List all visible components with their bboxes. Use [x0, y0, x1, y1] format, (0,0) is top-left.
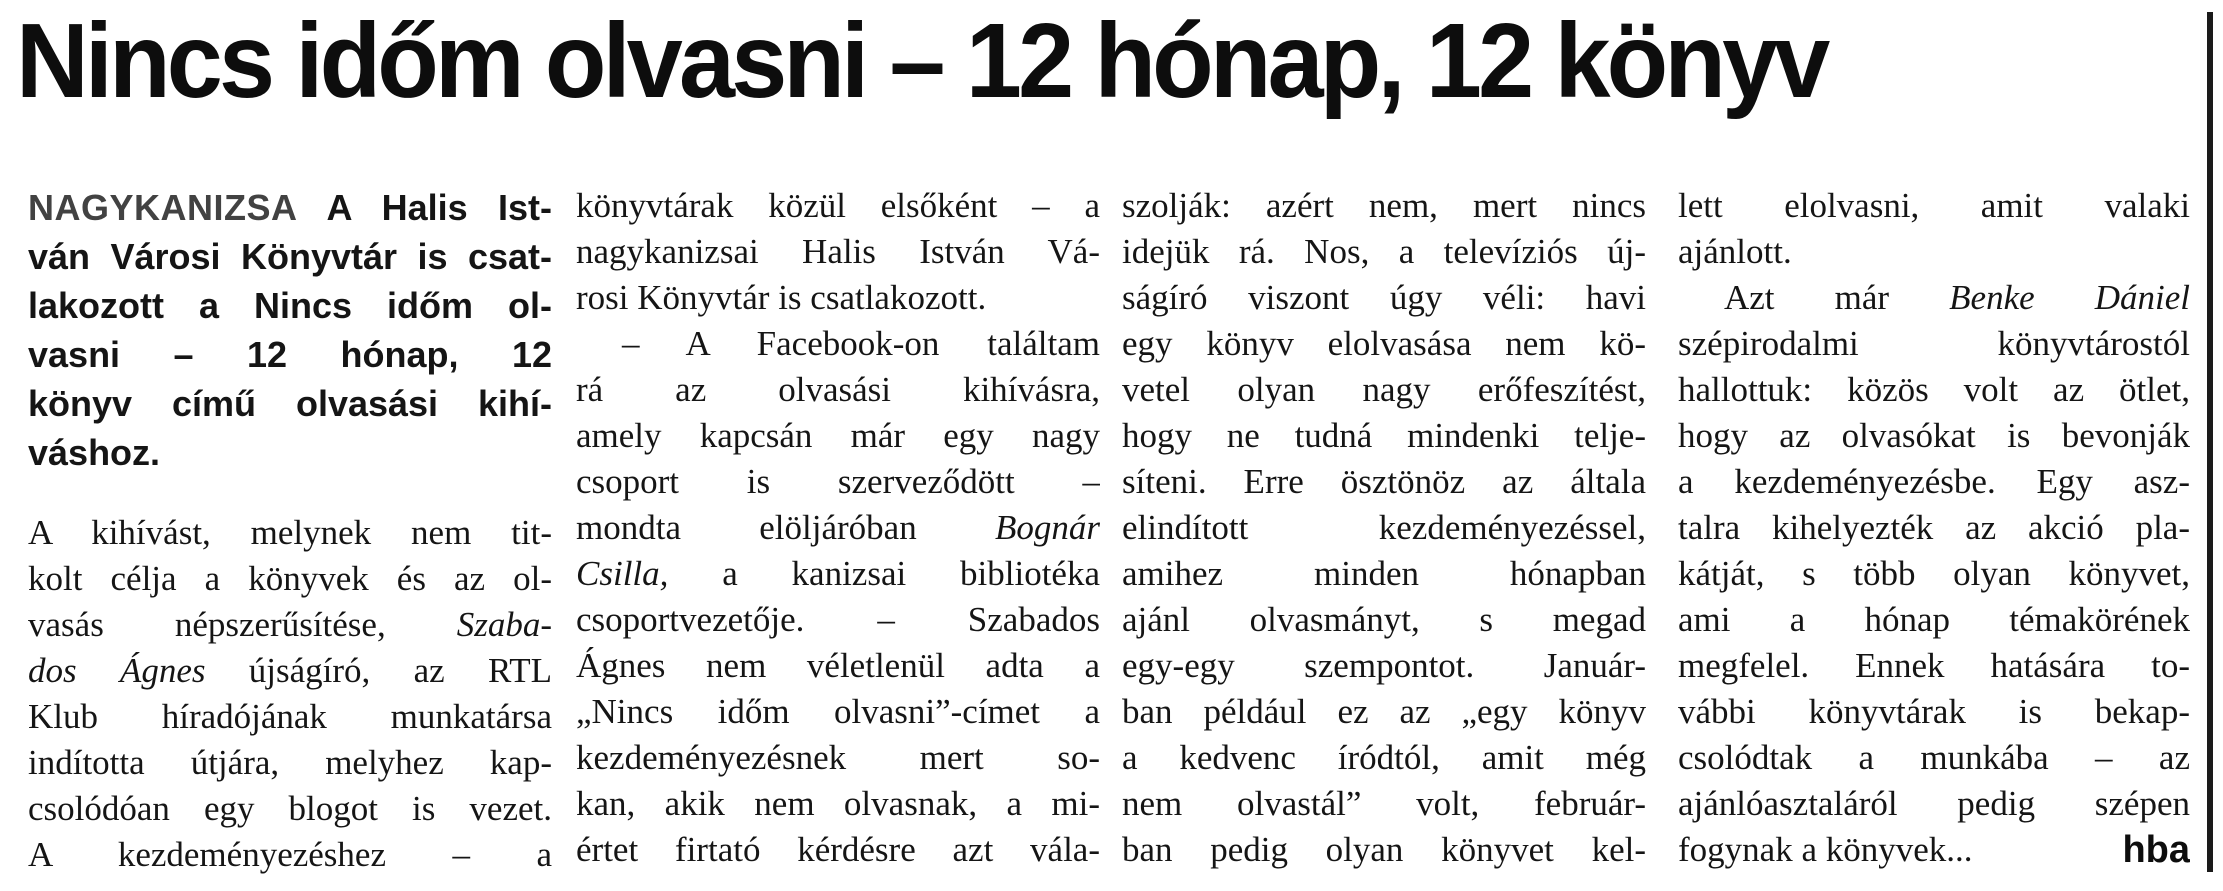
- text-run: A kezdeményezéshez – a: [28, 835, 552, 874]
- text-line: [1122, 183, 1646, 229]
- text-run: lakozott a Nincs időm ol-: [28, 285, 552, 326]
- article-column-3: [1122, 183, 1646, 873]
- text-line: [28, 183, 552, 232]
- text-run: kezdeményezésnek mert so-: [576, 738, 1100, 777]
- text-line: [1122, 781, 1646, 827]
- text-line: [576, 321, 1100, 367]
- text-line: [1678, 275, 2190, 321]
- body-paragraph: [1122, 183, 1646, 873]
- text-run: fogynak a könyvek...: [1678, 830, 1973, 869]
- text-line: [28, 379, 552, 428]
- text-run: „Nincs időm olvasni”-címet a: [576, 692, 1100, 731]
- text-run: rosi Könyvtár is csatlakozott.: [576, 278, 987, 317]
- article-column-4: [1678, 183, 2190, 873]
- text-line: [576, 413, 1100, 459]
- text-line: [28, 786, 552, 832]
- text-line: [1122, 827, 1646, 873]
- text-run: megfelel. Ennek hatására to-: [1678, 646, 2190, 685]
- text-line: [1678, 459, 2190, 505]
- text-line: [28, 281, 552, 330]
- text-run: elindított kezdeményezéssel,: [1122, 508, 1646, 547]
- text-run: csolódóan egy blogot is vezet.: [28, 789, 552, 828]
- text-run: kátját, s több olyan könyvet,: [1678, 554, 2190, 593]
- author-signature: hba: [2122, 829, 2190, 871]
- text-run: ban például ez az „egy könyv: [1122, 692, 1646, 731]
- text-line: [576, 781, 1100, 827]
- text-run: A Halis Ist-: [297, 187, 552, 228]
- text-line: [28, 428, 552, 477]
- text-line: [1678, 551, 2190, 597]
- text-line: [1122, 551, 1646, 597]
- text-run: talra kihelyezték az akció pla-: [1678, 508, 2190, 547]
- text-line: [1678, 229, 2190, 275]
- text-run: értet firtató kérdésre azt vála-: [576, 830, 1100, 869]
- text-line: [1122, 643, 1646, 689]
- text-run: nem olvastál” volt, február-: [1122, 784, 1646, 823]
- text-line: [1122, 275, 1646, 321]
- text-line: [1678, 321, 2190, 367]
- text-run: nagykanizsai Halis István Vá-: [576, 232, 1100, 271]
- person-name: dos Ágnes: [28, 651, 206, 690]
- text-line: [28, 556, 552, 602]
- text-run: egy-egy szempontot. Január-: [1122, 646, 1646, 685]
- person-name: Szaba-: [456, 605, 552, 644]
- text-run: rá az olvasási kihívásra,: [576, 370, 1100, 409]
- text-run: indította útjára, melyhez kap-: [28, 743, 552, 782]
- text-run: lett elolvasni, amit valaki: [1678, 186, 2190, 225]
- text-line: [1122, 597, 1646, 643]
- text-line: [1122, 689, 1646, 735]
- text-line: [1678, 183, 2190, 229]
- text-line: [576, 551, 1100, 597]
- article-column-1: [28, 183, 552, 878]
- text-run: újságíró, az RTL: [205, 651, 552, 690]
- text-line: [28, 648, 552, 694]
- body-paragraph: [1678, 183, 2190, 275]
- text-run: ban pedig olyan könyvet kel-: [1122, 830, 1646, 869]
- body-paragraph: [576, 321, 1100, 873]
- text-run: kan, akik nem olvasnak, a mi-: [576, 784, 1100, 823]
- text-line: [28, 232, 552, 281]
- text-run: a kanizsai bibliotéka: [668, 554, 1100, 593]
- column-divider-rule: [2207, 12, 2213, 872]
- text-run: amihez minden hónapban: [1122, 554, 1646, 593]
- text-run: síteni. Erre ösztönöz az általa: [1122, 462, 1646, 501]
- text-run: könyvtárak közül elsőként – a: [576, 186, 1100, 225]
- person-name: Csilla,: [576, 554, 669, 593]
- text-run: Azt már: [1724, 278, 1950, 317]
- text-line: [28, 602, 552, 648]
- text-line: [1678, 827, 2190, 873]
- text-run: szépirodalmi könyvtárostól: [1678, 324, 2190, 363]
- text-run: amely kapcsán már egy nagy: [576, 416, 1100, 455]
- text-line: [1678, 735, 2190, 781]
- dateline: NAGYKANIZSA: [28, 187, 298, 228]
- text-line: [576, 597, 1100, 643]
- text-run: a kedvenc íródtól, amit még: [1122, 738, 1646, 777]
- text-line: [28, 832, 552, 878]
- text-run: ajánlott.: [1678, 232, 1792, 271]
- text-line: [28, 330, 552, 379]
- text-run: a kezdeményezésbe. Egy asz-: [1678, 462, 2190, 501]
- text-line: [1122, 321, 1646, 367]
- text-line: [576, 505, 1100, 551]
- text-line: [1678, 367, 2190, 413]
- text-line: [576, 275, 1100, 321]
- text-run: szolják: azért nem, mert nincs: [1122, 186, 1646, 225]
- text-run: vasni – 12 hónap, 12: [28, 334, 552, 375]
- text-run: könyv című olvasási kihí-: [28, 383, 552, 424]
- text-line: [576, 643, 1100, 689]
- text-run: hogy ne tudná mindenki telje-: [1122, 416, 1646, 455]
- text-line: [1122, 459, 1646, 505]
- text-run: vasás népszerűsítése,: [28, 605, 457, 644]
- text-run: ajánl olvasmányt, s megad: [1122, 600, 1646, 639]
- headline: Nincs időm olvasni – 12 hónap, 12 könyv: [16, 2, 1827, 120]
- text-line: [1678, 689, 2190, 735]
- person-name: Benke Dániel: [1949, 278, 2190, 317]
- text-line: [1678, 643, 2190, 689]
- text-line: [1122, 735, 1646, 781]
- text-run: egy könyv elolvasása nem kö-: [1122, 324, 1646, 363]
- person-name: Bognár: [995, 508, 1100, 547]
- text-line: [576, 827, 1100, 873]
- text-run: A kihívást, melynek nem tit-: [28, 513, 552, 552]
- text-line: [576, 689, 1100, 735]
- body-paragraph: [1678, 275, 2190, 873]
- text-line: [28, 694, 552, 740]
- text-line: [1678, 781, 2190, 827]
- text-run: váshoz.: [28, 432, 161, 473]
- text-run: Ágnes nem véletlenül adta a: [576, 646, 1100, 685]
- text-run: Klub híradójának munkatársa: [28, 697, 552, 736]
- article-column-2: [576, 183, 1100, 873]
- text-run: – A Facebook-on találtam: [622, 324, 1100, 363]
- text-run: ságíró viszont úgy véli: havi: [1122, 278, 1646, 317]
- text-line: [28, 740, 552, 786]
- text-line: [1678, 505, 2190, 551]
- lead-paragraph: [28, 183, 552, 477]
- text-run: hogy az olvasókat is bevonják: [1678, 416, 2190, 455]
- text-run: vábbi könyvtárak is bekap-: [1678, 692, 2190, 731]
- text-line: [1678, 597, 2190, 643]
- text-run: csoportvezetője. – Szabados: [576, 600, 1100, 639]
- text-line: [576, 367, 1100, 413]
- text-run: idejük rá. Nos, a televíziós új-: [1122, 232, 1646, 271]
- text-run: vetel olyan nagy erőfeszítést,: [1122, 370, 1646, 409]
- text-run: hallottuk: közös volt az ötlet,: [1678, 370, 2190, 409]
- text-run: kolt célja a könyvek és az ol-: [28, 559, 552, 598]
- body-paragraph: [576, 183, 1100, 321]
- text-line: [1122, 229, 1646, 275]
- text-line: [576, 459, 1100, 505]
- text-line: [28, 510, 552, 556]
- text-run: csoport is szerveződött –: [576, 462, 1100, 501]
- text-run: ván Városi Könyvtár is csat-: [28, 236, 552, 277]
- text-run: csolódtak a munkába – az: [1678, 738, 2190, 777]
- text-line: [576, 229, 1100, 275]
- text-run: ajánlóasztaláról pedig szépen: [1678, 784, 2190, 823]
- text-run: ami a hónap témakörének: [1678, 600, 2190, 639]
- text-run: mondta elöljáróban: [576, 508, 995, 547]
- text-line: [576, 183, 1100, 229]
- text-line: [576, 735, 1100, 781]
- body-paragraph: [28, 510, 552, 878]
- text-line: [1122, 505, 1646, 551]
- text-line: [1678, 413, 2190, 459]
- text-line: [1122, 413, 1646, 459]
- text-line: [1122, 367, 1646, 413]
